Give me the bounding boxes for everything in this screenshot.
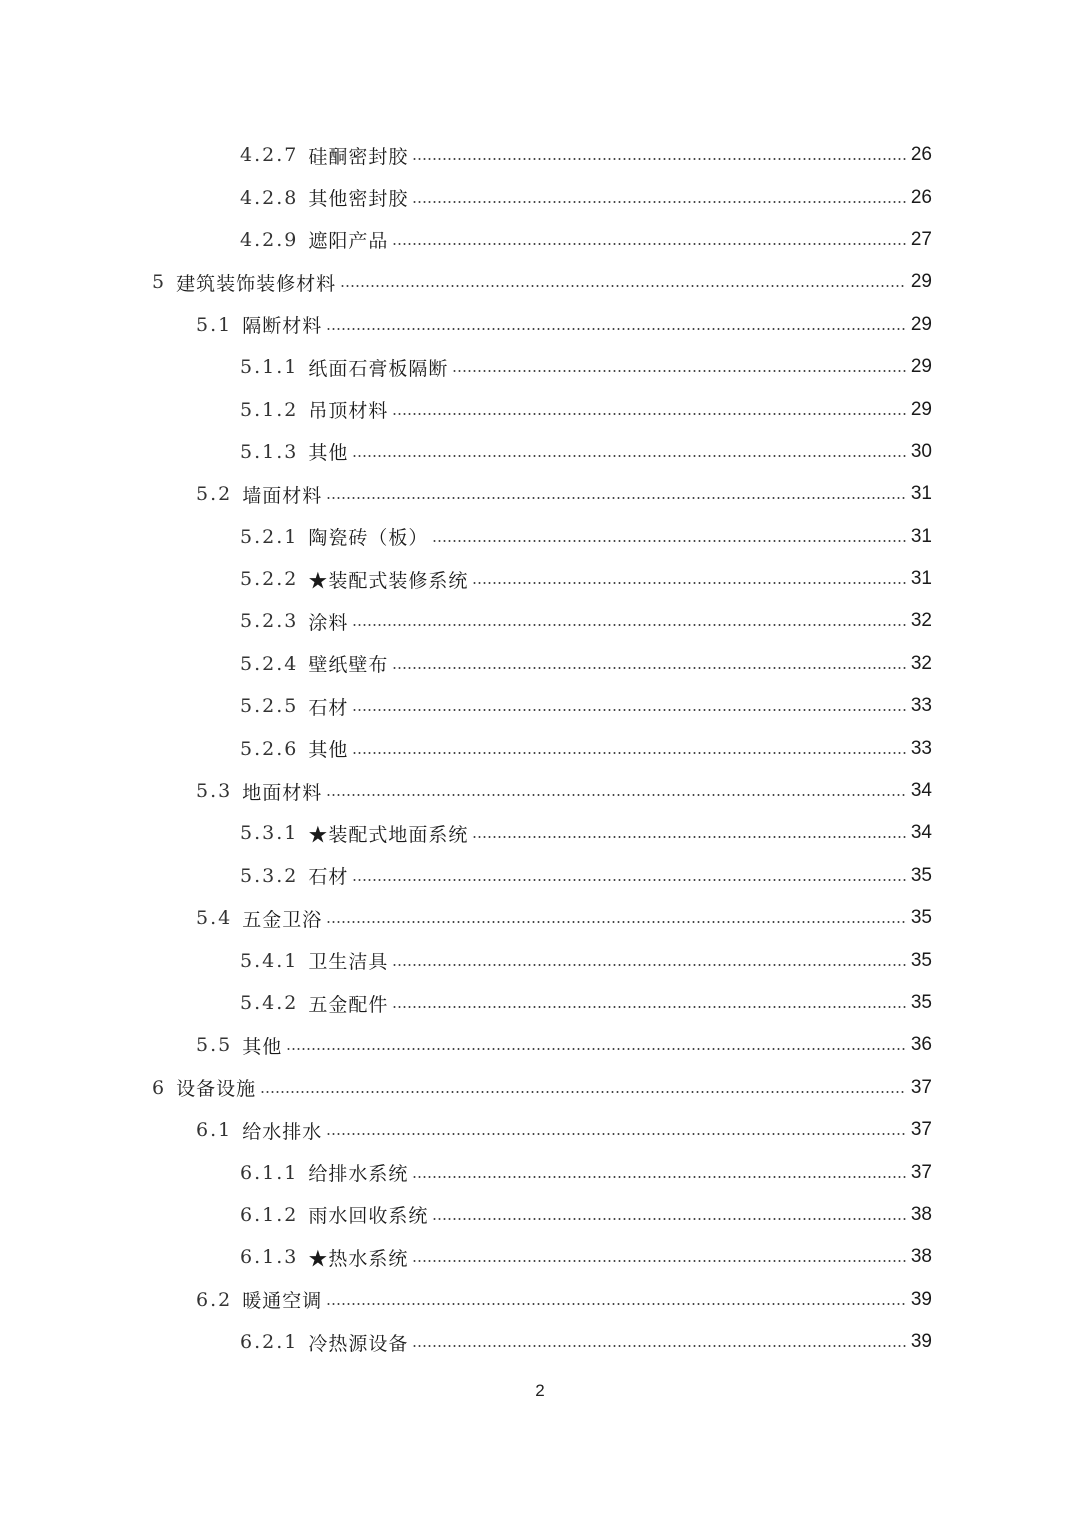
toc-entry[interactable] xyxy=(0,727,1080,769)
toc-entry[interactable] xyxy=(0,1109,1080,1151)
toc-entry-page: 39 xyxy=(910,1331,932,1353)
toc-entry[interactable] xyxy=(0,812,1080,854)
toc-entry-page: 33 xyxy=(910,737,932,759)
toc-entry-number: 6.1.1 xyxy=(240,1161,299,1184)
toc-entry-title: 其他 xyxy=(242,1035,283,1058)
dot-leader xyxy=(326,921,906,923)
toc-entry-title: 石材 xyxy=(308,696,349,719)
toc-entry-page: 26 xyxy=(910,186,932,208)
dot-leader xyxy=(392,1006,906,1008)
toc-entry[interactable] xyxy=(0,558,1080,600)
toc-entry-page: 29 xyxy=(910,313,932,335)
dot-leader xyxy=(412,1345,906,1347)
toc-entry-title: 遮阳产品 xyxy=(308,230,389,253)
toc-entry[interactable] xyxy=(0,770,1080,812)
toc-entry-page: 37 xyxy=(910,1161,932,1183)
toc-entry[interactable] xyxy=(0,346,1080,388)
toc-entry-number: 5.2.2 xyxy=(240,568,299,591)
toc-entry[interactable] xyxy=(0,261,1080,303)
toc-entry[interactable] xyxy=(0,643,1080,685)
toc-entry[interactable] xyxy=(0,134,1080,176)
toc-entry-title: 吊顶材料 xyxy=(308,400,389,423)
dot-leader xyxy=(352,709,906,711)
toc-entry-title: ★装配式地面系统 xyxy=(308,823,469,846)
dot-leader xyxy=(326,328,906,330)
dot-leader xyxy=(432,540,906,542)
toc-entry-number: 5.2.3 xyxy=(240,610,299,633)
toc-entry-number: 6 xyxy=(152,1076,167,1099)
toc-entry-title: 建筑装饰装修材料 xyxy=(176,272,337,295)
toc-entry-page: 29 xyxy=(910,271,932,293)
toc-entry-number: 6.1 xyxy=(196,1119,233,1142)
toc-entry-page: 35 xyxy=(910,992,932,1013)
toc-entry-title: 墙面材料 xyxy=(242,484,323,507)
dot-leader xyxy=(326,497,906,499)
dot-leader xyxy=(412,158,906,160)
toc-entry[interactable] xyxy=(0,1151,1080,1193)
toc-entry-title: 冷热源设备 xyxy=(308,1332,409,1355)
dot-leader xyxy=(326,794,906,796)
toc-entry[interactable] xyxy=(0,897,1080,939)
toc-entry-number: 5.1.3 xyxy=(240,440,299,463)
toc-entry[interactable] xyxy=(0,1321,1080,1363)
dot-leader xyxy=(286,1048,906,1050)
toc-entry-title: 设备设施 xyxy=(176,1078,257,1101)
toc-entry-title: 给水排水 xyxy=(242,1120,323,1143)
toc-entry-page: 27 xyxy=(910,228,932,250)
dot-leader xyxy=(352,624,906,626)
dot-leader xyxy=(392,667,906,669)
toc-entry-number: 5.1 xyxy=(196,313,233,336)
toc-entry-page: 29 xyxy=(910,356,932,378)
toc-entry-page: 29 xyxy=(910,398,932,420)
toc-entry[interactable] xyxy=(0,685,1080,727)
toc-entry[interactable] xyxy=(0,939,1080,981)
toc-entry-page: 37 xyxy=(910,1119,932,1141)
dot-leader xyxy=(352,879,906,881)
toc-entry[interactable] xyxy=(0,1279,1080,1321)
toc-entry-number: 5 xyxy=(152,271,167,294)
dot-leader xyxy=(340,285,906,287)
toc-entry-number: 5.2.5 xyxy=(240,695,299,718)
toc-entry-page: 34 xyxy=(910,780,932,802)
toc-entry-page: 38 xyxy=(910,1203,932,1225)
toc-entry-title: 壁纸壁布 xyxy=(308,654,389,677)
toc-entry-title: ★装配式装修系统 xyxy=(308,569,469,592)
toc-entry-title: 石材 xyxy=(308,866,349,889)
toc-entry-title: 涂料 xyxy=(308,611,349,634)
toc-entry[interactable] xyxy=(0,431,1080,473)
toc-entry-number: 5.4 xyxy=(196,907,233,930)
toc-entry-page: 31 xyxy=(910,525,932,547)
toc-entry-number: 5.1.1 xyxy=(240,356,299,379)
toc-entry-title: 其他 xyxy=(308,442,349,465)
toc-entry-page: 39 xyxy=(910,1288,932,1310)
toc-entry[interactable] xyxy=(0,982,1080,1024)
toc-entry-title: 隔断材料 xyxy=(242,315,323,338)
toc-entry-title: 陶瓷砖（板） xyxy=(308,527,429,550)
toc-entry[interactable] xyxy=(0,1024,1080,1066)
toc-entry-page: 36 xyxy=(910,1034,932,1056)
toc-entry[interactable] xyxy=(0,1067,1080,1109)
dot-leader xyxy=(326,1303,906,1305)
toc-entry-number: 5.2 xyxy=(196,483,233,506)
toc-entry-number: 4.2.8 xyxy=(240,186,299,209)
table-of-contents xyxy=(0,134,1080,1363)
toc-entry-page: 38 xyxy=(910,1246,932,1268)
toc-entry[interactable] xyxy=(0,600,1080,642)
toc-entry-page: 31 xyxy=(910,568,932,590)
dot-leader xyxy=(392,964,906,966)
toc-entry-number: 5.1.2 xyxy=(240,398,299,421)
toc-entry-number: 5.2.6 xyxy=(240,737,299,760)
toc-entry[interactable] xyxy=(0,516,1080,558)
toc-entry-number: 6.2.1 xyxy=(240,1331,299,1354)
toc-entry-number: 5.4.1 xyxy=(240,949,299,972)
toc-entry[interactable] xyxy=(0,1194,1080,1236)
toc-entry-title: 其他密封胶 xyxy=(308,188,409,211)
dot-leader xyxy=(392,243,906,245)
toc-entry[interactable] xyxy=(0,473,1080,515)
dot-leader xyxy=(326,1133,906,1135)
toc-entry-number: 5.2.4 xyxy=(240,652,299,675)
toc-entry-page: 33 xyxy=(910,695,932,717)
toc-entry-number: 6.1.2 xyxy=(240,1203,299,1226)
toc-entry-number: 4.2.7 xyxy=(240,144,299,167)
toc-entry-title: 五金卫浴 xyxy=(242,908,323,931)
toc-entry-title: 纸面石膏板隔断 xyxy=(308,357,449,380)
toc-entry-title: 给排水系统 xyxy=(308,1163,409,1186)
toc-entry-page: 32 xyxy=(910,652,932,674)
toc-entry[interactable] xyxy=(0,304,1080,346)
toc-entry-page: 30 xyxy=(910,440,932,462)
toc-entry-title: 地面材料 xyxy=(242,781,323,804)
dot-leader xyxy=(412,201,906,203)
toc-entry-number: 5.5 xyxy=(196,1034,233,1057)
toc-entry-number: 4.2.9 xyxy=(240,228,299,251)
toc-entry[interactable] xyxy=(0,388,1080,430)
dot-leader xyxy=(472,582,906,584)
toc-entry-title: 五金配件 xyxy=(308,993,389,1016)
toc-entry[interactable] xyxy=(0,219,1080,261)
toc-entry-page: 34 xyxy=(910,822,932,844)
toc-entry[interactable] xyxy=(0,176,1080,218)
dot-leader xyxy=(452,370,906,372)
dot-leader xyxy=(260,1091,906,1093)
toc-entry-number: 5.2.1 xyxy=(240,525,299,548)
toc-entry[interactable] xyxy=(0,1236,1080,1278)
toc-entry-page: 35 xyxy=(910,949,932,971)
toc-entry-number: 5.4.2 xyxy=(240,992,299,1014)
toc-entry-page: 32 xyxy=(910,610,932,632)
dot-leader xyxy=(412,1176,906,1178)
toc-entry-title: ★热水系统 xyxy=(308,1247,409,1270)
toc-entry-title: 雨水回收系统 xyxy=(308,1205,429,1228)
dot-leader xyxy=(392,413,906,415)
dot-leader xyxy=(412,1260,906,1262)
toc-entry-number: 6.2 xyxy=(196,1288,233,1311)
toc-entry-page: 37 xyxy=(910,1076,932,1098)
toc-entry-number: 5.3.2 xyxy=(240,864,299,887)
toc-entry-title: 其他 xyxy=(308,739,349,762)
toc-entry-title: 硅酮密封胶 xyxy=(308,145,409,168)
toc-entry-number: 5.3.1 xyxy=(240,822,299,845)
toc-entry-number: 5.3 xyxy=(196,780,233,803)
dot-leader xyxy=(472,836,906,838)
toc-entry-title: 暖通空调 xyxy=(242,1290,323,1313)
toc-entry-page: 35 xyxy=(910,907,932,929)
toc-entry-page: 35 xyxy=(910,864,932,886)
toc-entry-title: 卫生洁具 xyxy=(308,951,389,974)
toc-entry[interactable] xyxy=(0,855,1080,897)
dot-leader xyxy=(352,455,906,457)
dot-leader xyxy=(352,752,906,754)
toc-entry-page: 26 xyxy=(910,144,932,166)
page-number: 2 xyxy=(535,1381,545,1400)
toc-entry-page: 31 xyxy=(910,483,932,505)
dot-leader xyxy=(432,1218,906,1220)
toc-entry-number: 6.1.3 xyxy=(240,1246,299,1269)
